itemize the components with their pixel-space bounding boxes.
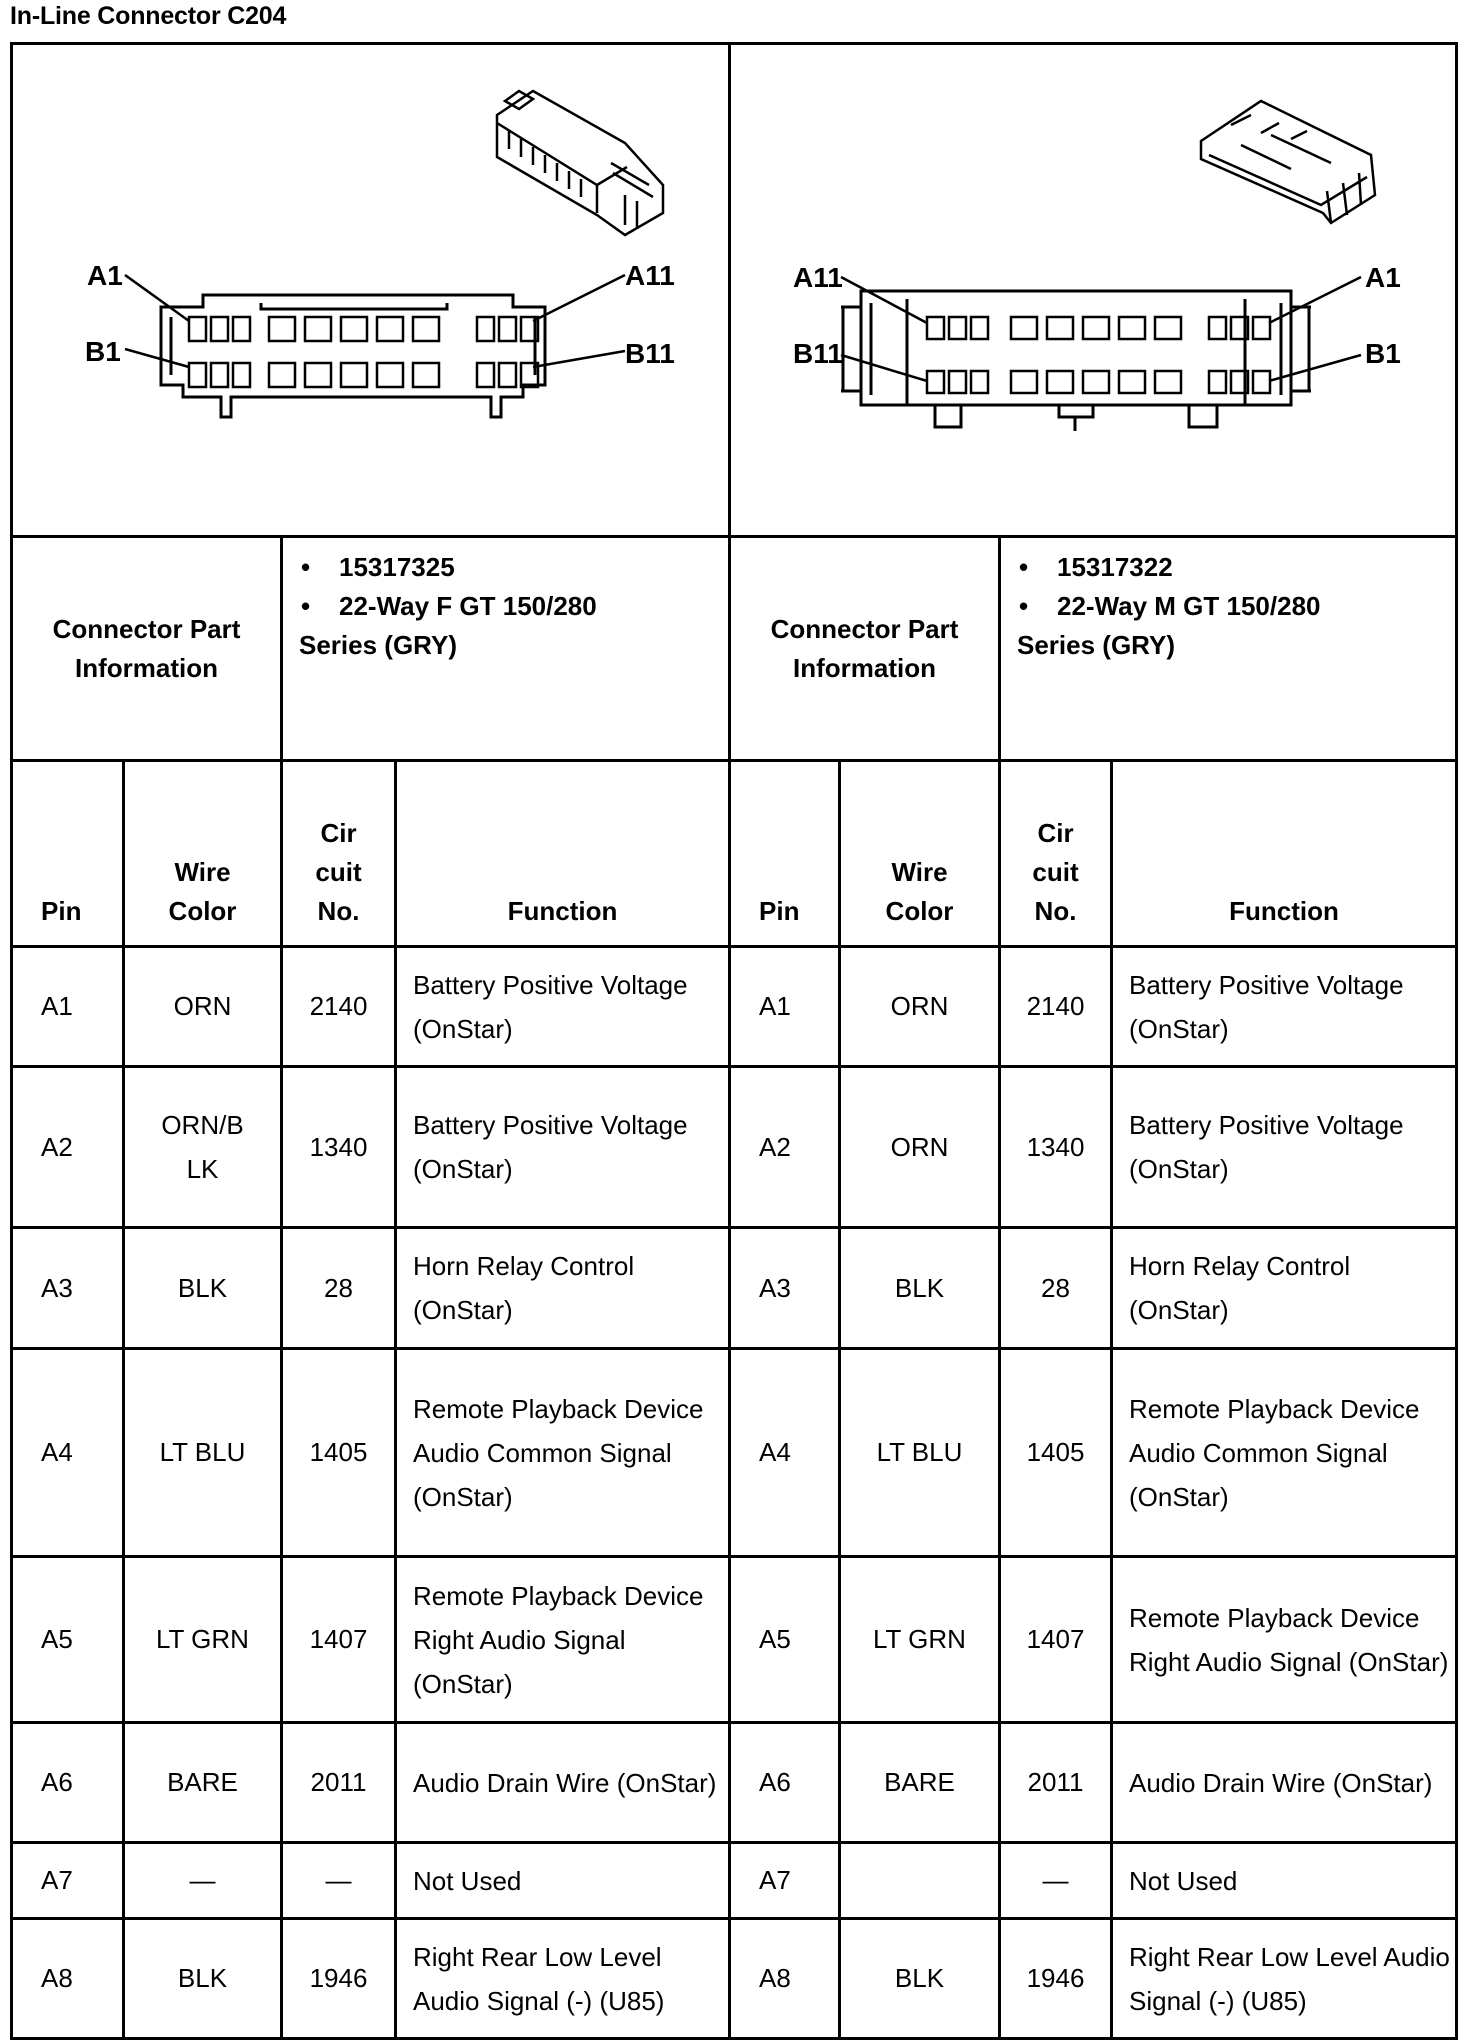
wire-color-cell: ORN	[124, 947, 282, 1067]
header-circuit-line3: No.	[317, 896, 360, 926]
function-cell: Remote Playback Device Audio Common Signal (OnStar)	[1112, 1349, 1457, 1557]
circuit-cell: 1340	[282, 1067, 396, 1228]
female-part-series: Series (GRY)	[299, 630, 457, 660]
page-title: In-Line Connector C204	[10, 2, 287, 30]
female-part-info-list	[299, 548, 718, 626]
circuit-cell: 1946	[282, 1919, 396, 2039]
pin-cell: A1	[12, 947, 124, 1067]
male-part-info	[1000, 537, 1457, 761]
female-connector-cavities	[189, 317, 538, 387]
connector-pinout-table	[10, 42, 1458, 2040]
female-connector-leader-lines	[125, 275, 625, 367]
header-function-left: Function	[396, 761, 730, 947]
female-connector-diagram-cell	[12, 44, 730, 537]
wire-color-cell: LT BLU	[124, 1349, 282, 1557]
header-circuit-left	[282, 761, 396, 947]
pin-cell: A2	[12, 1067, 124, 1228]
header-wire-line2: Color	[885, 896, 954, 926]
circuit-cell: 1405	[282, 1349, 396, 1557]
male-connector-diagram-cell	[730, 44, 1457, 537]
male-part-info-label	[730, 537, 1000, 761]
function-cell: Battery Positive Voltage (OnStar)	[1112, 1067, 1457, 1228]
female-pin-label-b1: B1	[85, 336, 121, 367]
female-connector-face	[161, 295, 545, 417]
header-wire-line1: Wire	[891, 857, 948, 887]
header-circuit-line1: Cir	[320, 818, 357, 848]
wire-color-cell: BLK	[124, 1919, 282, 2039]
wire-color-cell: ORN	[840, 1067, 1000, 1228]
wire-color-cell: BARE	[124, 1723, 282, 1843]
pin-cell: A5	[12, 1557, 124, 1723]
wire-color-cell: LT BLU	[840, 1349, 1000, 1557]
table-row	[12, 1843, 1457, 1919]
wire-color-cell: BARE	[840, 1723, 1000, 1843]
pin-cell: A7	[12, 1843, 124, 1919]
header-circuit-line2: cuit	[315, 857, 362, 887]
circuit-cell: 2140	[1000, 947, 1112, 1067]
male-part-description: • 22-Way M GT 150/280	[1017, 587, 1445, 626]
pin-cell: A4	[730, 1349, 840, 1557]
header-pin-left: Pin	[12, 761, 124, 947]
male-part-number: • 15317322	[1017, 548, 1445, 587]
header-circuit-line2: cuit	[1032, 857, 1079, 887]
diagram-row	[12, 44, 1457, 537]
table-row	[12, 1723, 1457, 1843]
circuit-cell: 2011	[1000, 1723, 1112, 1843]
pin-cell: A5	[730, 1557, 840, 1723]
male-connector-face	[841, 291, 1311, 431]
pin-cell: A3	[12, 1228, 124, 1349]
header-wire-color-left	[124, 761, 282, 947]
male-connector-cavities	[927, 317, 1270, 393]
female-part-description: • 22-Way F GT 150/280	[299, 587, 718, 626]
female-pin-label-a11: A11	[625, 260, 675, 291]
header-wire-line1: Wire	[174, 857, 231, 887]
male-connector-leader-lines	[841, 277, 1361, 381]
circuit-cell: 28	[282, 1228, 396, 1349]
circuit-cell: —	[282, 1843, 396, 1919]
pin-cell: A8	[12, 1919, 124, 2039]
function-cell: Horn Relay Control (OnStar)	[396, 1228, 730, 1349]
female-part-info-label	[12, 537, 282, 761]
circuit-cell: 28	[1000, 1228, 1112, 1349]
function-cell: Right Rear Low Level Audio Signal (-) (U85)	[396, 1919, 730, 2039]
function-cell: Battery Positive Voltage (OnStar)	[396, 947, 730, 1067]
female-part-info-label-text: Connector Part Information	[52, 613, 241, 683]
table-row	[12, 1228, 1457, 1349]
pin-cell: A2	[730, 1067, 840, 1228]
function-cell: Remote Playback Device Right Audio Signal (OnStar)	[1112, 1557, 1457, 1723]
wire-color-cell: LT GRN	[124, 1557, 282, 1723]
circuit-cell: 1340	[1000, 1067, 1112, 1228]
header-wire-line2: Color	[168, 896, 237, 926]
circuit-cell: 1407	[1000, 1557, 1112, 1723]
circuit-cell: 1946	[1000, 1919, 1112, 2039]
male-part-info-list	[1017, 548, 1445, 626]
wire-color-cell: BLK	[124, 1228, 282, 1349]
pin-cell: A1	[730, 947, 840, 1067]
male-pin-label-b1: B1	[1365, 338, 1401, 369]
table-row	[12, 1067, 1457, 1228]
female-connector-3d-view-icon	[497, 91, 663, 235]
header-wire-color-right	[840, 761, 1000, 947]
function-cell: Audio Drain Wire (OnStar)	[1112, 1723, 1457, 1843]
table-row	[12, 1349, 1457, 1557]
wire-color-cell: ORN	[840, 947, 1000, 1067]
male-pin-label-b11: B11	[793, 338, 843, 369]
column-header-row	[12, 761, 1457, 947]
function-cell: Right Rear Low Level Audio Signal (-) (U85)	[1112, 1919, 1457, 2039]
wire-color-cell	[840, 1843, 1000, 1919]
wire-color-cell: LT GRN	[840, 1557, 1000, 1723]
female-pin-label-b11: B11	[625, 338, 675, 369]
pin-cell: A4	[12, 1349, 124, 1557]
circuit-cell: 1407	[282, 1557, 396, 1723]
female-pin-label-a1: A1	[87, 260, 123, 291]
table-row	[12, 1919, 1457, 2039]
function-cell: Audio Drain Wire (OnStar)	[396, 1723, 730, 1843]
male-connector-3d-view-icon	[1201, 101, 1375, 223]
part-info-row	[12, 537, 1457, 761]
circuit-cell: 1405	[1000, 1349, 1112, 1557]
header-circuit-line3: No.	[1034, 896, 1077, 926]
function-cell: Remote Playback Device Right Audio Signal (OnStar)	[396, 1557, 730, 1723]
circuit-cell: —	[1000, 1843, 1112, 1919]
male-connector-diagram	[731, 45, 1458, 535]
wire-color-cell: BLK	[840, 1919, 1000, 2039]
circuit-cell: 2011	[282, 1723, 396, 1843]
function-cell: Not Used	[396, 1843, 730, 1919]
female-part-number: • 15317325	[299, 548, 718, 587]
pin-cell: A8	[730, 1919, 840, 2039]
circuit-cell: 2140	[282, 947, 396, 1067]
header-function-right: Function	[1112, 761, 1457, 947]
male-part-info-label-text: Connector Part Information	[770, 613, 959, 683]
female-connector-diagram	[13, 45, 731, 535]
pin-cell: A6	[12, 1723, 124, 1843]
male-pin-label-a11: A11	[793, 262, 843, 293]
header-circuit-line1: Cir	[1037, 818, 1074, 848]
wire-color-cell: BLK	[840, 1228, 1000, 1349]
pin-cell: A6	[730, 1723, 840, 1843]
pin-cell: A7	[730, 1843, 840, 1919]
function-cell: Remote Playback Device Audio Common Signal (OnStar)	[396, 1349, 730, 1557]
function-cell: Battery Positive Voltage (OnStar)	[1112, 947, 1457, 1067]
header-circuit-right	[1000, 761, 1112, 947]
wire-color-cell: ORN/B LK	[161, 1110, 244, 1184]
pin-cell: A3	[730, 1228, 840, 1349]
function-cell: Battery Positive Voltage (OnStar)	[396, 1067, 730, 1228]
function-cell: Horn Relay Control (OnStar)	[1112, 1228, 1457, 1349]
header-pin-right: Pin	[730, 761, 840, 947]
table-row	[12, 947, 1457, 1067]
wire-color-cell-wrapper	[124, 1067, 282, 1228]
table-row	[12, 1557, 1457, 1723]
male-part-series: Series (GRY)	[1017, 630, 1175, 660]
wire-color-cell: —	[124, 1843, 282, 1919]
female-part-info	[282, 537, 730, 761]
male-pin-label-a1: A1	[1365, 262, 1401, 293]
function-cell: Not Used	[1112, 1843, 1457, 1919]
